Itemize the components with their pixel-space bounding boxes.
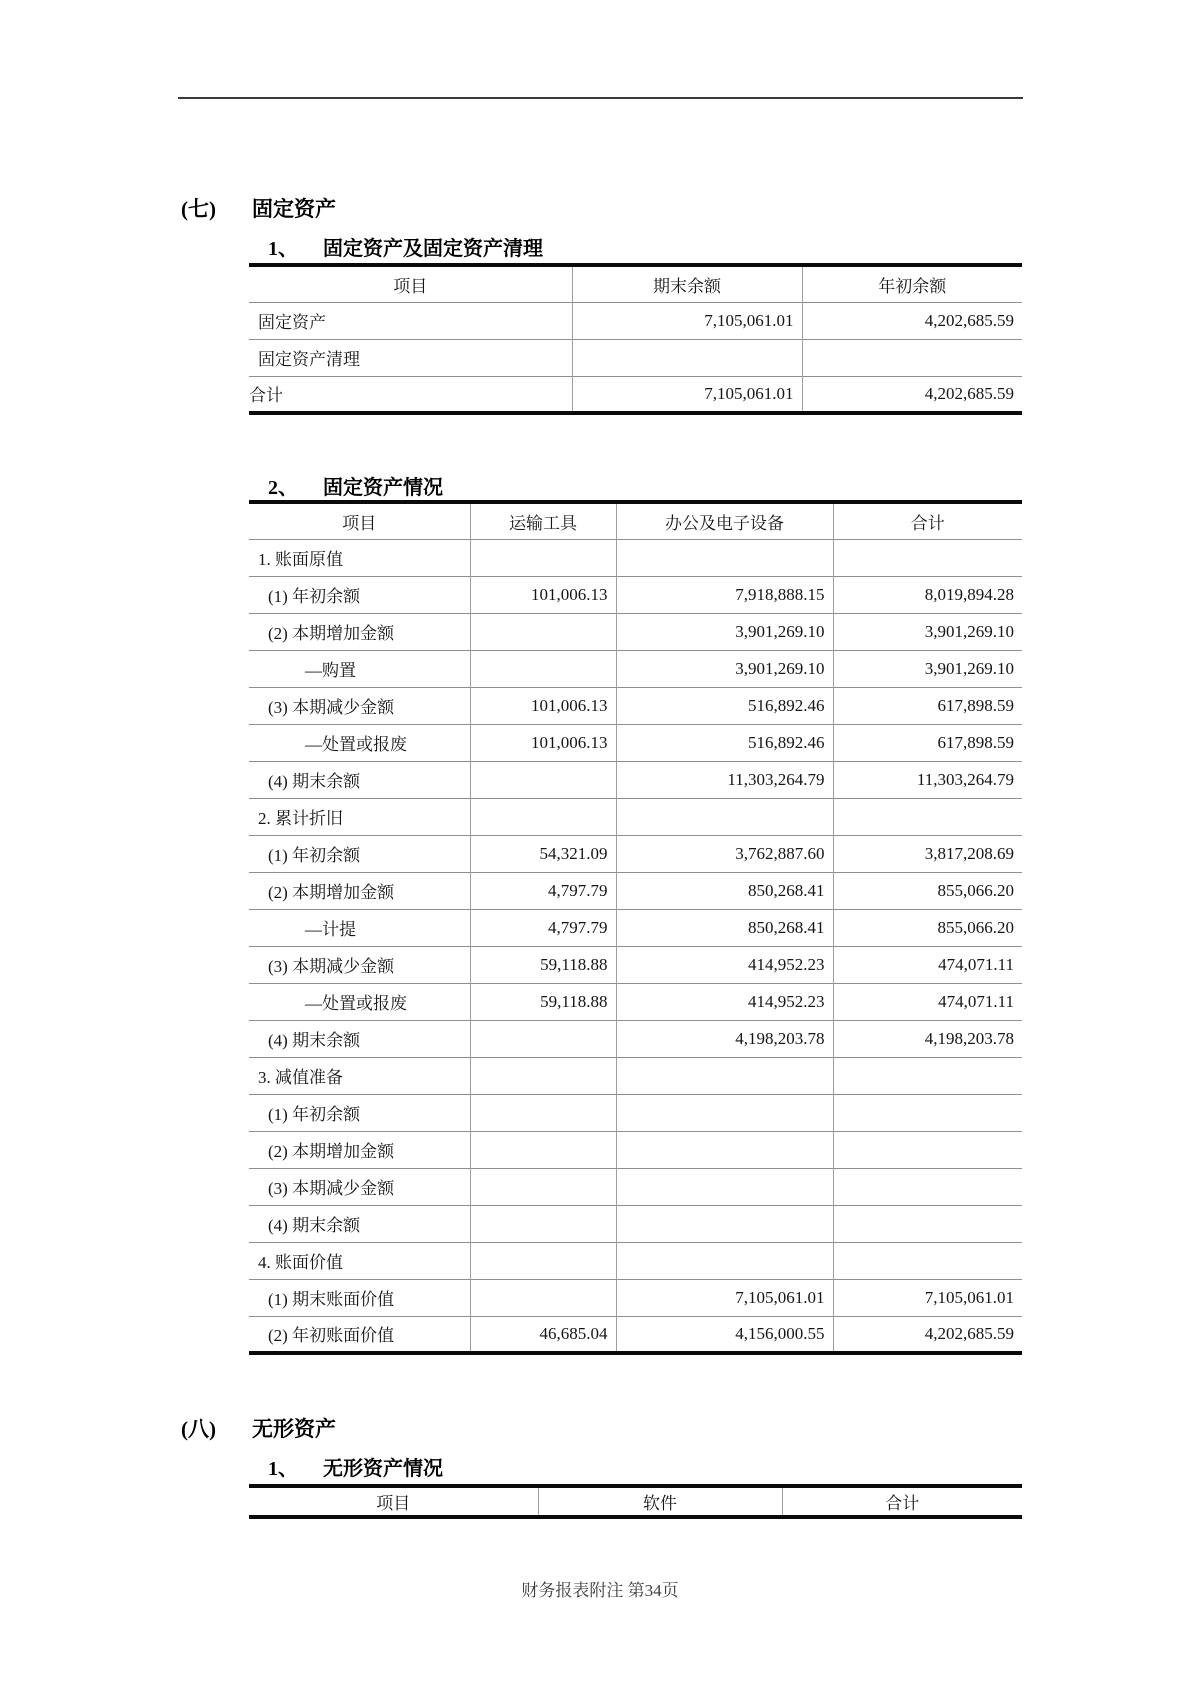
column-header: 项目 [249, 265, 572, 302]
amount-cell [833, 1131, 1022, 1168]
amount-cell: 4,156,000.55 [616, 1316, 833, 1353]
amount-cell: 7,105,061.01 [572, 302, 802, 339]
row-label-cell: (2) 本期增加金额 [249, 613, 470, 650]
amount-cell [616, 1242, 833, 1279]
amount-cell: 850,268.41 [616, 909, 833, 946]
amount-cell: 4,202,685.59 [924, 310, 1014, 330]
amount-cell: 8,019,894.28 [924, 584, 1014, 604]
amount-cell: 4,198,203.78 [616, 1020, 833, 1057]
amount-cell: 474,071.11 [938, 991, 1014, 1011]
amount-cell: 3,901,269.10 [616, 613, 833, 650]
section-title: 固定资产 [252, 197, 336, 221]
section-title: 无形资产 [252, 1417, 336, 1441]
subsection-fixed-assets-detail-heading [268, 475, 443, 501]
amount-cell [470, 798, 616, 835]
table-row [249, 761, 1022, 798]
amount-cell [616, 1057, 833, 1094]
amount-cell: 3,901,269.10 [924, 621, 1014, 641]
table-header-row [249, 265, 1022, 302]
amount-cell: 11,303,264.79 [916, 769, 1014, 789]
table-row [249, 909, 1022, 946]
subsection-title: 无形资产情况 [323, 1458, 443, 1480]
table-row [249, 983, 1022, 1020]
amount-cell [616, 1205, 833, 1242]
fixed-assets-summary-table [249, 263, 1022, 415]
amount-cell [833, 539, 1022, 576]
column-header: 期末余额 [572, 265, 802, 302]
amount-cell: 7,918,888.15 [616, 576, 833, 613]
row-label-cell: 4. 账面价值 [249, 1242, 470, 1279]
subsection-number: 1、 [268, 1458, 298, 1480]
table-row [249, 1020, 1022, 1057]
subsection-fixed-assets-summary-heading [268, 236, 543, 262]
column-header: 运输工具 [470, 502, 616, 539]
amount-cell [833, 1168, 1022, 1205]
amount-cell [470, 1205, 616, 1242]
amount-cell: 4,797.79 [470, 909, 616, 946]
amount-cell: 4,198,203.78 [924, 1028, 1014, 1048]
fixed-assets-detail-table [249, 500, 1022, 1355]
amount-cell: 414,952.23 [616, 946, 833, 983]
table-row [249, 576, 1022, 613]
amount-cell: 101,006.13 [470, 687, 616, 724]
table-row [249, 1316, 1022, 1353]
table-row [249, 302, 1022, 339]
subsection-title: 固定资产情况 [323, 477, 443, 499]
row-label-cell: (4) 期末余额 [249, 761, 470, 798]
subsection-intangible-assets-heading [268, 1456, 443, 1482]
amount-cell: 850,268.41 [616, 872, 833, 909]
intangible-assets-table [249, 1484, 1022, 1519]
amount-cell [616, 1094, 833, 1131]
amount-cell [470, 1279, 616, 1316]
amount-cell: 3,901,269.10 [924, 658, 1014, 678]
column-header: 合计 [885, 1494, 920, 1513]
table-row [249, 339, 1022, 376]
amount-cell [470, 1094, 616, 1131]
amount-cell: 855,066.20 [937, 880, 1014, 900]
amount-cell: 855,066.20 [937, 917, 1014, 937]
amount-cell [616, 1168, 833, 1205]
amount-cell [470, 1057, 616, 1094]
amount-cell: 3,817,208.69 [924, 843, 1014, 863]
row-label-cell: —购置 [249, 650, 470, 687]
row-label-cell: —处置或报废 [249, 983, 470, 1020]
amount-cell: 101,006.13 [470, 724, 616, 761]
amount-cell: 617,898.59 [937, 695, 1014, 715]
amount-cell [616, 539, 833, 576]
table-row [249, 1094, 1022, 1131]
amount-cell [616, 798, 833, 835]
amount-cell [470, 613, 616, 650]
amount-cell [833, 1242, 1022, 1279]
amount-cell [470, 761, 616, 798]
section-intangible-assets-heading [181, 1416, 336, 1442]
amount-cell: 59,118.88 [470, 946, 616, 983]
row-label-cell: 合计 [249, 376, 572, 413]
subsection-title: 固定资产及固定资产清理 [323, 238, 543, 260]
row-label-cell: (4) 期末余额 [249, 1205, 470, 1242]
column-header: 项目 [249, 1486, 538, 1517]
row-label-cell: —计提 [249, 909, 470, 946]
table-row [249, 1279, 1022, 1316]
section-number: (七) [181, 197, 216, 221]
amount-cell [470, 650, 616, 687]
row-label-cell: (3) 本期减少金额 [249, 946, 470, 983]
table-row [249, 724, 1022, 761]
amount-cell [833, 798, 1022, 835]
row-label-cell: 1. 账面原值 [249, 539, 470, 576]
amount-cell [470, 1020, 616, 1057]
amount-cell [470, 1168, 616, 1205]
column-header: 软件 [538, 1486, 782, 1517]
amount-cell: 617,898.59 [937, 732, 1014, 752]
column-header: 合计 [910, 513, 945, 533]
amount-cell: 46,685.04 [470, 1316, 616, 1353]
column-header: 项目 [249, 502, 470, 539]
amount-cell [833, 1094, 1022, 1131]
row-label-cell: (2) 本期增加金额 [249, 872, 470, 909]
table-row [249, 946, 1022, 983]
amount-cell: 4,797.79 [470, 872, 616, 909]
amount-cell [802, 339, 1022, 376]
subsection-number: 2、 [268, 477, 298, 499]
amount-cell: 4,202,685.59 [924, 1323, 1014, 1343]
amount-cell [616, 1131, 833, 1168]
table-header-row [249, 1486, 1022, 1517]
amount-cell [470, 539, 616, 576]
row-label-cell: (3) 本期减少金额 [249, 687, 470, 724]
table-row [249, 1057, 1022, 1094]
amount-cell: 3,762,887.60 [616, 835, 833, 872]
amount-cell [572, 339, 802, 376]
amount-cell: 4,202,685.59 [924, 383, 1014, 403]
row-label-cell: (1) 年初余额 [249, 576, 470, 613]
row-label-cell: (1) 年初余额 [249, 835, 470, 872]
amount-cell: 11,303,264.79 [616, 761, 833, 798]
amount-cell [833, 1205, 1022, 1242]
table-row [249, 650, 1022, 687]
table-row [249, 613, 1022, 650]
row-label-cell: 2. 累计折旧 [249, 798, 470, 835]
amount-cell: 7,105,061.01 [572, 376, 802, 413]
amount-cell: 3,901,269.10 [616, 650, 833, 687]
page-footer: 财务报表附注 第34页 [521, 1581, 679, 1600]
column-header: 办公及电子设备 [616, 502, 833, 539]
row-label-cell: 固定资产清理 [249, 339, 572, 376]
row-label-cell: (3) 本期减少金额 [249, 1168, 470, 1205]
section-fixed-assets-heading [181, 196, 336, 222]
table-row [249, 798, 1022, 835]
row-label-cell: (4) 期末余额 [249, 1020, 470, 1057]
amount-cell: 101,006.13 [470, 576, 616, 613]
amount-cell: 59,118.88 [470, 983, 616, 1020]
table-row [249, 1205, 1022, 1242]
page-header-rule [178, 97, 1023, 99]
table-row [249, 872, 1022, 909]
amount-cell [470, 1131, 616, 1168]
amount-cell: 54,321.09 [470, 835, 616, 872]
amount-cell: 7,105,061.01 [924, 1287, 1014, 1307]
amount-cell: 474,071.11 [938, 954, 1014, 974]
amount-cell: 516,892.46 [616, 687, 833, 724]
amount-cell: 414,952.23 [616, 983, 833, 1020]
table-row [249, 1242, 1022, 1279]
table-row [249, 835, 1022, 872]
amount-cell: 516,892.46 [616, 724, 833, 761]
row-label-cell: 固定资产 [249, 302, 572, 339]
table-row [249, 539, 1022, 576]
table-row [249, 1168, 1022, 1205]
amount-cell [470, 1242, 616, 1279]
row-label-cell: (2) 本期增加金额 [249, 1131, 470, 1168]
table-row [249, 1131, 1022, 1168]
table-row [249, 687, 1022, 724]
section-number: (八) [181, 1417, 216, 1441]
row-label-cell: (1) 期末账面价值 [249, 1279, 470, 1316]
row-label-cell: —处置或报废 [249, 724, 470, 761]
subsection-number: 1、 [268, 238, 298, 260]
table-row [249, 376, 1022, 413]
table-header-row [249, 502, 1022, 539]
row-label-cell: 3. 减值准备 [249, 1057, 470, 1094]
amount-cell: 7,105,061.01 [616, 1279, 833, 1316]
amount-cell [833, 1057, 1022, 1094]
row-label-cell: (2) 年初账面价值 [249, 1316, 470, 1353]
column-header: 年初余额 [878, 276, 947, 296]
row-label-cell: (1) 年初余额 [249, 1094, 470, 1131]
